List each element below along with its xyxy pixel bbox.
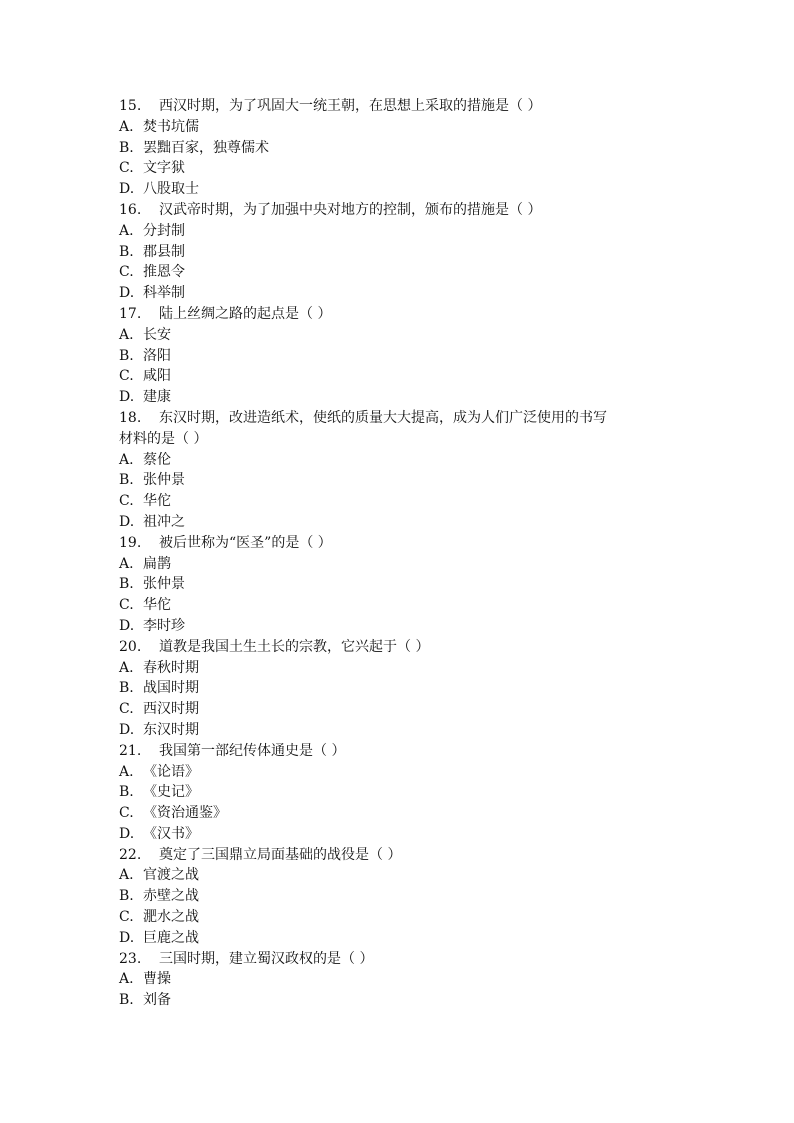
- option-18-d: [119, 512, 679, 533]
- option-18-c: [119, 491, 679, 512]
- option-letter: C.: [119, 160, 134, 177]
- option-text: 祖冲之: [143, 513, 185, 530]
- option-letter: D.: [119, 389, 135, 406]
- option-text: 郡县制: [143, 243, 185, 260]
- option-text: 《论语》: [143, 763, 199, 780]
- option-letter: B.: [119, 784, 134, 801]
- option-letter: C.: [119, 805, 134, 822]
- question-text: 我国第一部纪传体通史是（ ）: [159, 742, 346, 759]
- question-text: 奠定了三国鼎立局面基础的战役是（ ）: [159, 846, 402, 863]
- question-text: 被后世称为“医圣”的是（ ）: [159, 534, 332, 551]
- option-letter: B.: [119, 888, 134, 905]
- question-number: 20.: [119, 638, 142, 655]
- option-text: 《汉书》: [143, 825, 199, 842]
- question-18-continued: [119, 429, 679, 450]
- question-number: 15.: [119, 98, 142, 114]
- option-18-b: [119, 470, 679, 491]
- option-17-b: [119, 346, 679, 367]
- question-text: 西汉时期，为了巩固大一统王朝，在思想上采取的措施是（ ）: [159, 98, 542, 114]
- option-21-b: [119, 782, 679, 803]
- option-text: 扁鹊: [143, 555, 171, 572]
- option-text: 罢黜百家，独尊儒术: [143, 139, 269, 156]
- option-letter: A.: [119, 659, 134, 676]
- option-letter: D.: [119, 929, 135, 946]
- option-letter: C.: [119, 493, 134, 510]
- option-text: 蔡伦: [143, 451, 171, 468]
- option-22-b: [119, 886, 679, 907]
- option-20-c: [119, 699, 679, 720]
- option-text: 巨鹿之战: [143, 929, 199, 946]
- option-23-a: [119, 969, 679, 990]
- option-text: 文字狱: [143, 160, 185, 177]
- option-text: 《史记》: [143, 784, 199, 801]
- option-15-a: [119, 117, 679, 138]
- option-letter: D.: [119, 825, 135, 842]
- option-text: 分封制: [143, 222, 185, 239]
- option-letter: C.: [119, 909, 134, 926]
- option-letter: A.: [119, 222, 134, 239]
- question-number: 21.: [119, 742, 142, 759]
- option-letter: A.: [119, 867, 134, 884]
- question-number: 18.: [119, 409, 142, 426]
- question-number: 19.: [119, 534, 142, 551]
- option-16-b: [119, 242, 679, 263]
- option-text: 官渡之战: [143, 867, 199, 884]
- option-16-c: [119, 262, 679, 283]
- option-15-d: [119, 179, 679, 200]
- option-letter: B.: [119, 347, 134, 364]
- option-20-a: [119, 658, 679, 679]
- question-text: 汉武帝时期，为了加强中央对地方的控制，颁布的措施是（ ）: [159, 201, 542, 218]
- option-23-b: [119, 990, 679, 1011]
- option-text: 西汉时期: [143, 701, 199, 718]
- question-number: 16.: [119, 201, 142, 218]
- question-text-line1: 东汉时期，改进造纸术，使纸的质量大大提高，成为人们广泛使用的书写: [159, 409, 607, 426]
- option-letter: D.: [119, 513, 135, 530]
- option-text: 张仲景: [143, 472, 185, 489]
- option-17-c: [119, 366, 679, 387]
- option-22-a: [119, 865, 679, 886]
- option-19-d: [119, 616, 679, 637]
- option-letter: A.: [119, 118, 134, 135]
- option-text: 刘备: [143, 992, 171, 1009]
- option-22-c: [119, 907, 679, 928]
- option-letter: C.: [119, 597, 134, 614]
- option-letter: A.: [119, 971, 134, 988]
- option-letter: B.: [119, 992, 134, 1009]
- option-21-c: [119, 803, 679, 824]
- option-17-d: [119, 387, 679, 408]
- option-text: 八股取士: [143, 181, 199, 198]
- question-22: [119, 845, 679, 866]
- option-letter: B.: [119, 576, 134, 593]
- option-text: 建康: [143, 389, 171, 406]
- option-text: 李时珍: [143, 617, 185, 634]
- option-letter: D.: [119, 721, 135, 738]
- option-text: 华佗: [143, 493, 171, 510]
- option-18-a: [119, 450, 679, 471]
- question-19: [119, 533, 679, 554]
- option-text: 战国时期: [143, 680, 199, 697]
- option-letter: B.: [119, 243, 134, 260]
- question-21: [119, 741, 679, 762]
- option-19-b: [119, 574, 679, 595]
- question-15: [119, 96, 679, 117]
- option-text: 咸阳: [143, 368, 171, 385]
- option-text: 赤壁之战: [143, 888, 199, 905]
- option-text: 《资治通鉴》: [143, 805, 227, 822]
- option-16-a: [119, 221, 679, 242]
- question-18: [119, 408, 679, 429]
- option-text: 春秋时期: [143, 659, 199, 676]
- option-text: 洛阳: [143, 347, 171, 364]
- option-20-b: [119, 678, 679, 699]
- option-text: 东汉时期: [143, 721, 199, 738]
- option-letter: D.: [119, 181, 135, 198]
- option-text: 焚书坑儒: [143, 118, 199, 135]
- question-17: [119, 304, 679, 325]
- option-text: 推恩令: [143, 264, 185, 281]
- option-text: 曹操: [143, 971, 171, 988]
- question-text: 道教是我国土生土长的宗教，它兴起于（ ）: [159, 638, 430, 655]
- option-letter: C.: [119, 701, 134, 718]
- option-21-d: [119, 824, 679, 845]
- question-number: 17.: [119, 305, 142, 322]
- option-15-b: [119, 138, 679, 159]
- option-text: 长安: [143, 326, 171, 343]
- option-19-c: [119, 595, 679, 616]
- option-letter: A.: [119, 555, 134, 572]
- option-21-a: [119, 762, 679, 783]
- question-list: [119, 96, 679, 1011]
- question-text-line2: 材料的是（ ）: [119, 430, 208, 447]
- option-text: 张仲景: [143, 576, 185, 593]
- option-letter: A.: [119, 763, 134, 780]
- option-text: 淝水之战: [143, 909, 199, 926]
- option-16-d: [119, 283, 679, 304]
- option-20-d: [119, 720, 679, 741]
- question-16: [119, 200, 679, 221]
- question-number: 22.: [119, 846, 142, 863]
- option-letter: B.: [119, 472, 134, 489]
- option-letter: A.: [119, 326, 134, 343]
- option-letter: C.: [119, 368, 134, 385]
- option-letter: C.: [119, 264, 134, 281]
- option-22-d: [119, 928, 679, 949]
- option-letter: D.: [119, 285, 135, 302]
- option-letter: B.: [119, 139, 134, 156]
- option-text: 科举制: [143, 285, 185, 302]
- question-text: 三国时期，建立蜀汉政权的是（ ）: [159, 950, 374, 967]
- option-letter: A.: [119, 451, 134, 468]
- option-17-a: [119, 325, 679, 346]
- question-23: [119, 949, 679, 970]
- question-number: 23.: [119, 950, 142, 967]
- question-20: [119, 637, 679, 658]
- option-19-a: [119, 554, 679, 575]
- option-15-c: [119, 158, 679, 179]
- option-text: 华佗: [143, 597, 171, 614]
- option-letter: D.: [119, 617, 135, 634]
- question-text: 陆上丝绸之路的起点是（ ）: [159, 305, 332, 322]
- option-letter: B.: [119, 680, 134, 697]
